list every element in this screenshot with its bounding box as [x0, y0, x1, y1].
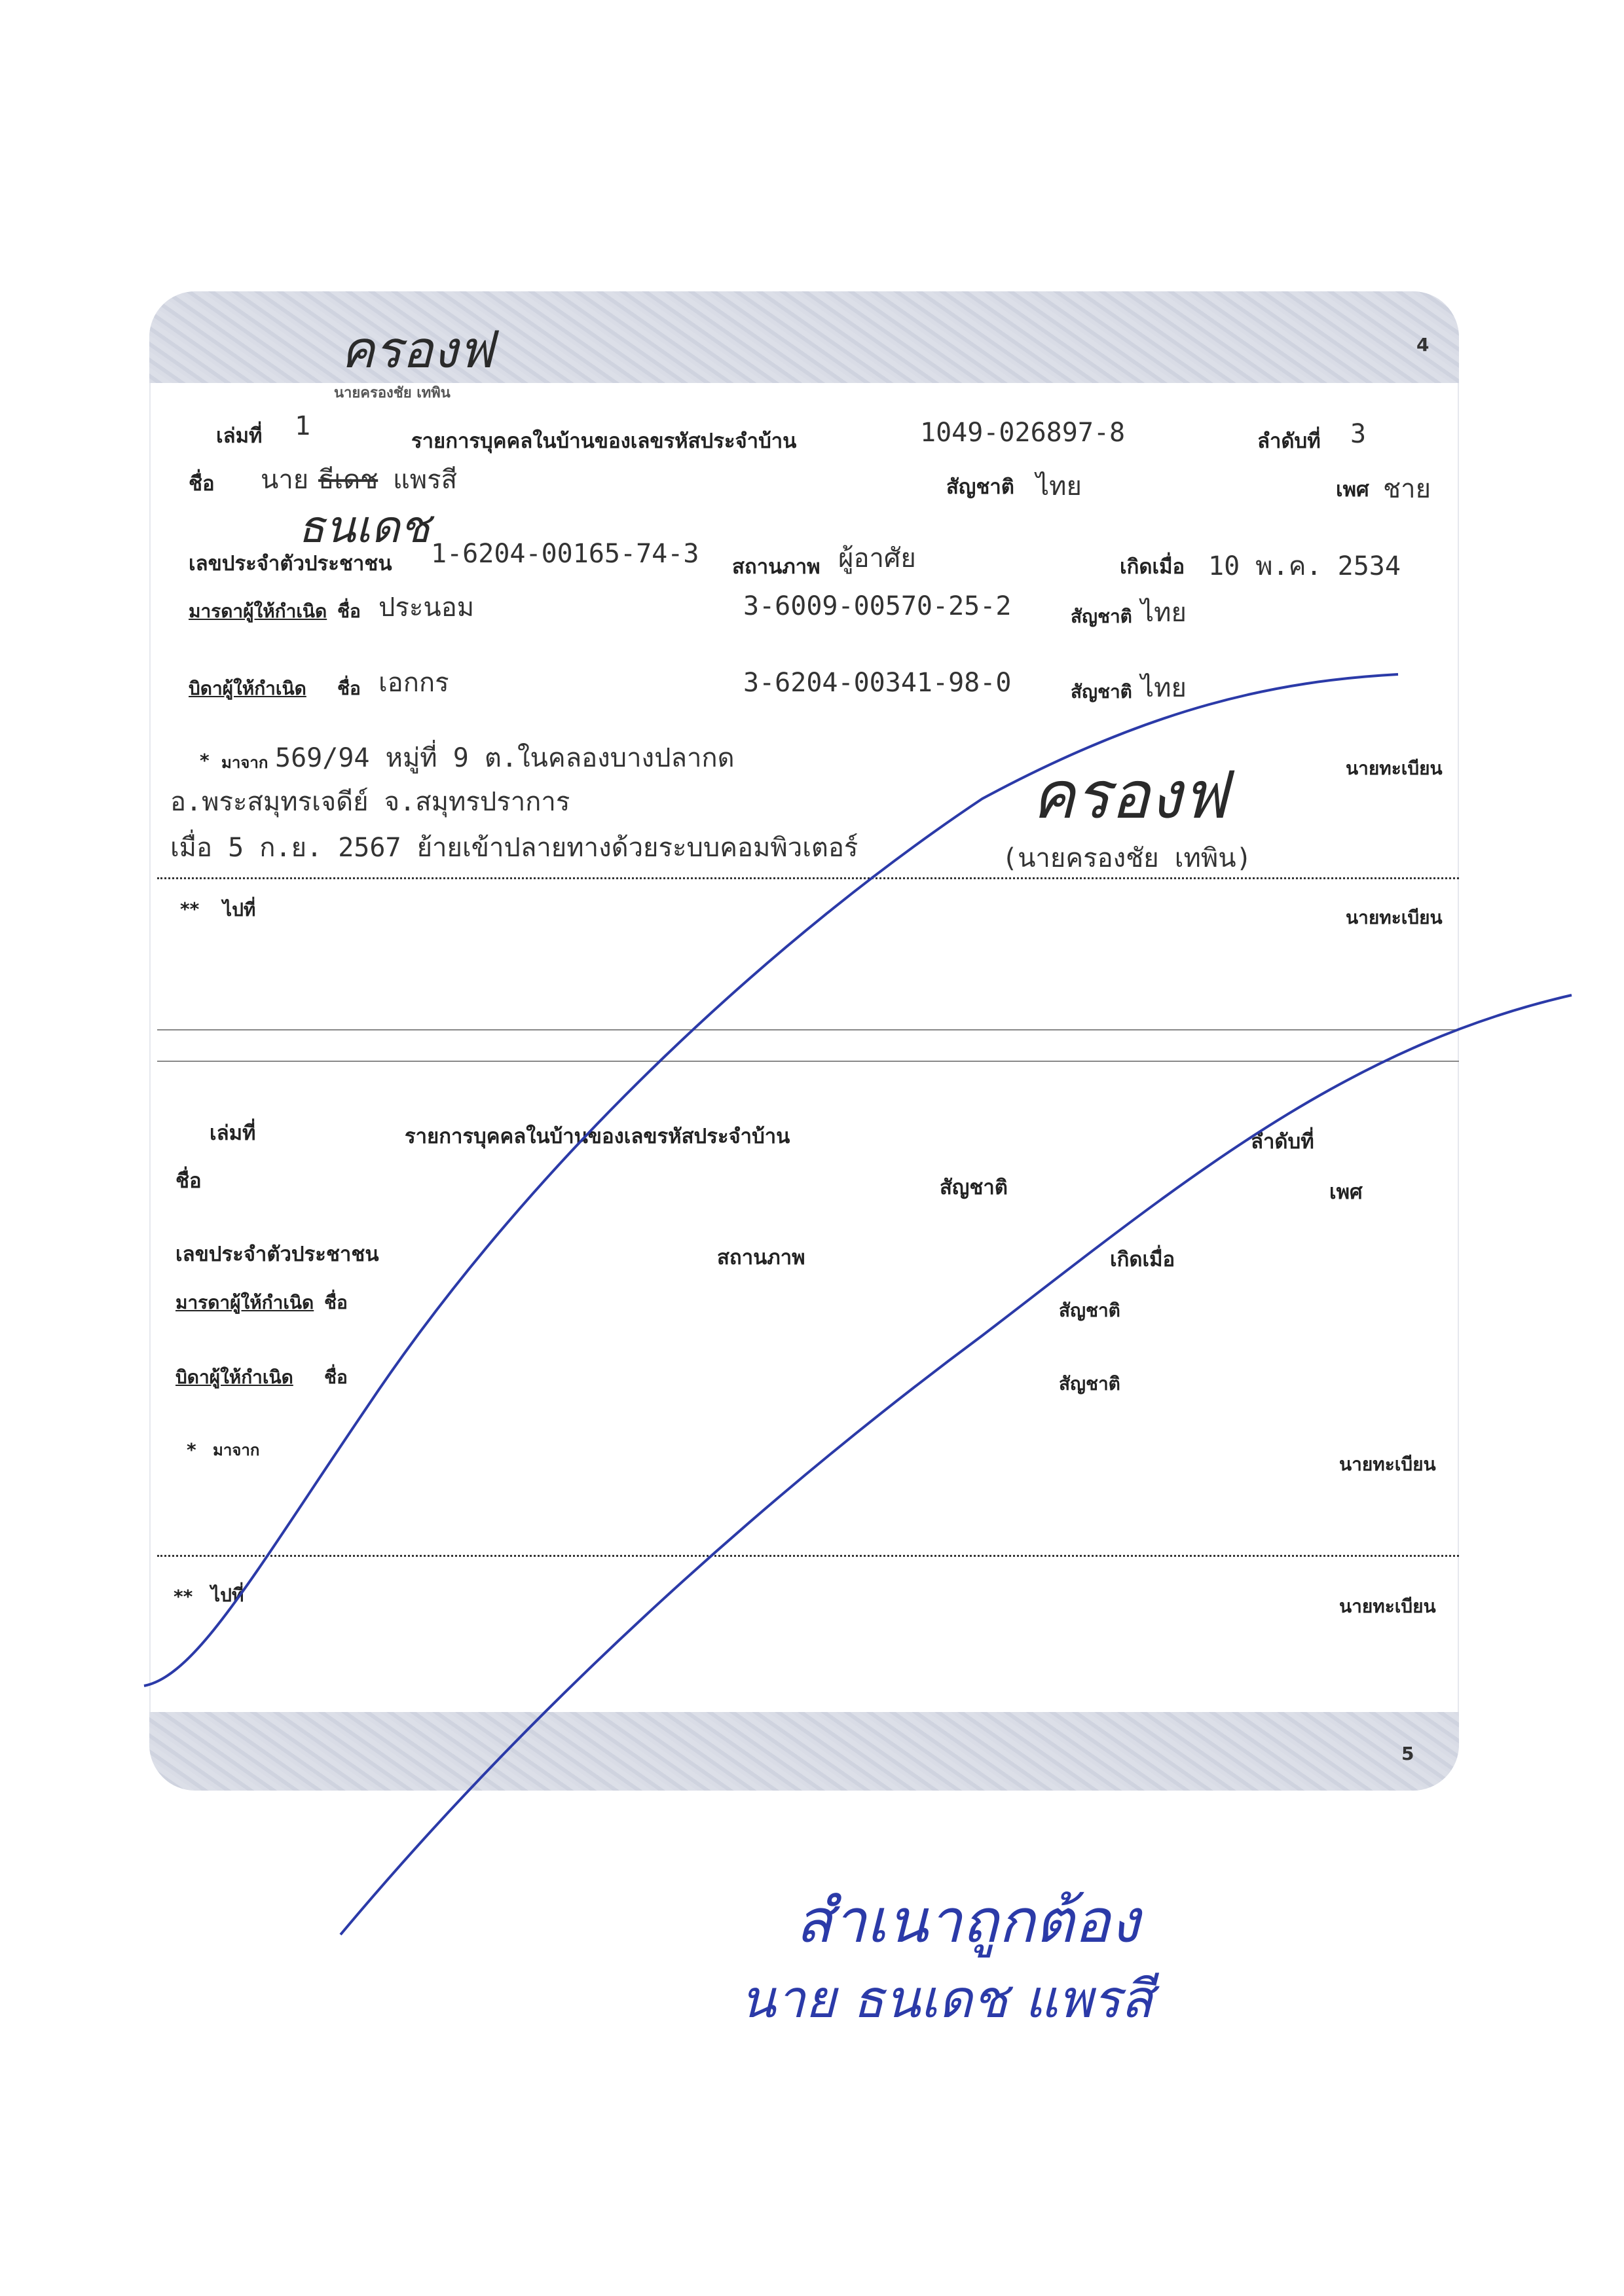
- r2-mother-label: มารดาผู้ให้กำเนิด: [175, 1292, 314, 1313]
- r2-id-label: เลขประจำตัวประชาชน: [175, 1243, 379, 1266]
- r2-mother-nat-label: สัญชาติ: [1059, 1300, 1120, 1321]
- r1-from-label: มาจาก: [221, 754, 268, 772]
- certification-line1: สำเนาถูกต้อง: [796, 1886, 1140, 1956]
- r2-house-label: รายการบุคคลในบ้านของเลขรหัสประจำบ้าน: [405, 1125, 790, 1148]
- r1-mother-nat-label: สัญชาติ: [1071, 606, 1132, 627]
- r1-registrar-label: นายทะเบียน: [1346, 757, 1443, 779]
- r1-birth-value: 10 พ.ค. 2534: [1208, 551, 1401, 581]
- r1-order-value: 3: [1350, 419, 1367, 449]
- r1-from-line2: อ.พระสมุทรเจดีย์ จ.สมุทรปราการ: [170, 787, 570, 817]
- r1-father-label: บิดาผู้ให้กำเนิด: [189, 678, 306, 699]
- r1-name-label: ชื่อ: [189, 472, 215, 496]
- r2-book-label: เล่มที่: [210, 1121, 256, 1145]
- r1-from-line1: 569/94 หมู่ที่ 9 ต.ในคลองบางปลากด: [275, 743, 735, 773]
- r1-house-value: 1049-026897-8: [920, 418, 1126, 448]
- r2-from-star: *: [187, 1439, 196, 1461]
- certification-line2: นาย ธนเดช แพรสี: [740, 1969, 1153, 2030]
- r2-to-label: ไปที่: [211, 1584, 244, 1606]
- r2-birth-label: เกิดเมื่อ: [1110, 1248, 1175, 1271]
- r1-birth-label: เกิดเมื่อ: [1120, 555, 1185, 579]
- r1-to-registrar-label: นายทะเบียน: [1346, 907, 1443, 928]
- r1-from-star: *: [200, 750, 210, 771]
- r1-id-value: 1-6204-00165-74-3: [431, 539, 699, 569]
- r1-status-value: ผู้อาศัย: [838, 543, 916, 574]
- r2-to-star: **: [174, 1586, 193, 1607]
- r1-order-label: ลำดับที่: [1257, 429, 1321, 453]
- r1-father-nat: ไทย: [1141, 673, 1187, 703]
- page-number-bottom: 5: [1401, 1743, 1414, 1764]
- r1-mother-id: 3-6009-00570-25-2: [743, 591, 1012, 621]
- r2-order-label: ลำดับที่: [1251, 1130, 1314, 1154]
- r1-nationality-label: สัญชาติ: [946, 475, 1014, 499]
- r1-registrar-signature: ครองฟ: [1031, 757, 1228, 833]
- signature-top: ครองฟ: [341, 321, 494, 380]
- signature-top-stamp: นายครองชัย เทพิน: [334, 385, 451, 401]
- r1-father-name-label: ชื่อ: [337, 678, 361, 699]
- r2-from-label: มาจาก: [213, 1441, 260, 1459]
- r1-id-label: เลขประจำตัวประชาชน: [189, 552, 392, 575]
- r1-name-struck: ธีเดช: [318, 465, 378, 495]
- r1-mother-label: มารดาผู้ให้กำเนิด: [189, 600, 327, 622]
- r2-status-label: สถานภาพ: [717, 1246, 805, 1269]
- page-number-top: 4: [1416, 334, 1430, 355]
- r1-sex-value: ชาย: [1383, 474, 1431, 504]
- r2-mother-name-label: ชื่อ: [324, 1292, 348, 1313]
- r1-father-id: 3-6204-00341-98-0: [743, 668, 1012, 698]
- r1-mother-name: ประนอม: [378, 592, 475, 623]
- r1-house-label: รายการบุคคลในบ้านของเลขรหัสประจำบ้าน: [411, 429, 797, 453]
- r2-registrar-label: นายทะเบียน: [1339, 1453, 1436, 1475]
- r1-nationality-value: ไทย: [1036, 471, 1082, 501]
- r1-name-prefix: นาย: [261, 465, 309, 495]
- r2-father-label: บิดาผู้ให้กำเนิด: [175, 1366, 293, 1388]
- r1-father-nat-label: สัญชาติ: [1071, 681, 1132, 702]
- r1-father-name: เอกกร: [378, 668, 449, 698]
- r1-mother-name-label: ชื่อ: [337, 600, 361, 622]
- r2-name-label: ชื่อ: [175, 1169, 202, 1193]
- r1-status-label: สถานภาพ: [732, 555, 821, 579]
- r2-sex-label: เพศ: [1329, 1180, 1363, 1204]
- r1-book-value: 1: [295, 411, 311, 441]
- r2-to-registrar-label: นายทะเบียน: [1339, 1595, 1436, 1617]
- r2-nationality-label: สัญชาติ: [940, 1176, 1008, 1199]
- r1-to-label: ไปที่: [223, 899, 256, 920]
- r1-to-star: **: [180, 898, 200, 920]
- r1-name-rest: แพรสี: [393, 465, 458, 495]
- r1-mother-nat: ไทย: [1141, 598, 1187, 628]
- r1-book-label: เล่มที่: [216, 424, 263, 448]
- pen-stroke-1: [144, 674, 1398, 1686]
- r2-father-name-label: ชื่อ: [324, 1366, 348, 1388]
- r1-from-line3: เมื่อ 5 ก.ย. 2567 ย้ายเข้าปลายทางด้วยระบบคอมพิวเตอร์: [170, 833, 858, 863]
- pen-stroke-2: [341, 995, 1572, 1935]
- r2-father-nat-label: สัญชาติ: [1059, 1373, 1120, 1394]
- r1-name-correction: ธนเดช: [298, 501, 430, 553]
- r1-sex-label: เพศ: [1336, 478, 1369, 501]
- r1-registrar-name: (นายครองชัย เทพิน): [1002, 843, 1252, 873]
